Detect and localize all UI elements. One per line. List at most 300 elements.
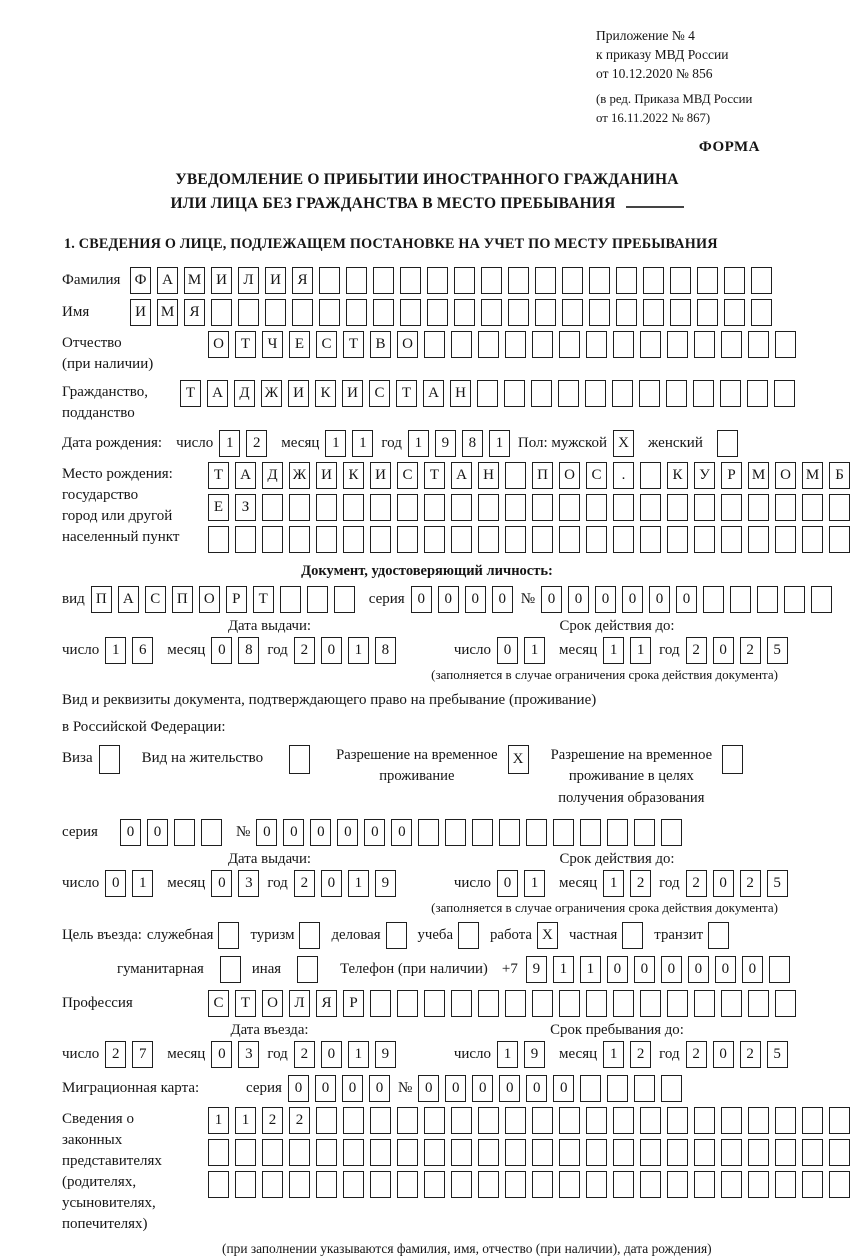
char-cell[interactable] xyxy=(532,1107,553,1134)
char-cell[interactable]: 0 xyxy=(595,586,616,613)
char-cell[interactable]: 0 xyxy=(742,956,763,983)
char-cell[interactable]: 1 xyxy=(408,430,429,457)
char-cell[interactable] xyxy=(586,990,607,1017)
char-cell[interactable] xyxy=(708,922,729,949)
char-cell[interactable]: О xyxy=(559,462,580,489)
char-cell[interactable]: П xyxy=(172,586,193,613)
char-cell[interactable]: 2 xyxy=(105,1041,126,1068)
char-cell[interactable] xyxy=(721,1171,742,1198)
char-cell[interactable]: 9 xyxy=(435,430,456,457)
char-cell[interactable] xyxy=(505,1107,526,1134)
char-cell[interactable] xyxy=(370,526,391,553)
char-cell[interactable] xyxy=(721,990,742,1017)
char-cell[interactable] xyxy=(666,380,687,407)
char-cell[interactable]: X xyxy=(537,922,558,949)
char-cell[interactable] xyxy=(694,1139,715,1166)
char-cell[interactable]: 9 xyxy=(375,870,396,897)
char-cell[interactable] xyxy=(775,526,796,553)
char-cell[interactable] xyxy=(775,1107,796,1134)
char-cell[interactable] xyxy=(613,526,634,553)
char-cell[interactable] xyxy=(697,267,718,294)
char-cell[interactable] xyxy=(289,1139,310,1166)
char-cell[interactable]: У xyxy=(694,462,715,489)
char-cell[interactable]: 0 xyxy=(438,586,459,613)
char-cell[interactable] xyxy=(481,267,502,294)
char-cell[interactable]: П xyxy=(532,462,553,489)
char-cell[interactable]: Я xyxy=(292,267,313,294)
char-cell[interactable] xyxy=(670,267,691,294)
char-cell[interactable] xyxy=(757,586,778,613)
char-cell[interactable] xyxy=(607,819,628,846)
char-cell[interactable] xyxy=(616,299,637,326)
char-cell[interactable]: 2 xyxy=(686,1041,707,1068)
char-cell[interactable] xyxy=(373,299,394,326)
char-cell[interactable]: 0 xyxy=(321,1041,342,1068)
char-cell[interactable] xyxy=(505,1171,526,1198)
char-cell[interactable]: 1 xyxy=(325,430,346,457)
char-cell[interactable]: Т xyxy=(235,990,256,1017)
char-cell[interactable]: 2 xyxy=(686,637,707,664)
char-cell[interactable]: 0 xyxy=(499,1075,520,1102)
char-cell[interactable]: М xyxy=(748,462,769,489)
char-cell[interactable] xyxy=(299,922,320,949)
char-cell[interactable]: С xyxy=(586,462,607,489)
char-cell[interactable]: 0 xyxy=(526,1075,547,1102)
char-cell[interactable]: 0 xyxy=(607,956,628,983)
char-cell[interactable] xyxy=(829,1171,850,1198)
char-cell[interactable]: 2 xyxy=(289,1107,310,1134)
char-cell[interactable] xyxy=(580,1075,601,1102)
char-cell[interactable] xyxy=(478,526,499,553)
char-cell[interactable]: 1 xyxy=(553,956,574,983)
char-cell[interactable]: 0 xyxy=(715,956,736,983)
char-cell[interactable] xyxy=(400,299,421,326)
char-cell[interactable] xyxy=(451,1107,472,1134)
char-cell[interactable] xyxy=(218,922,239,949)
char-cell[interactable]: Т xyxy=(424,462,445,489)
char-cell[interactable] xyxy=(558,380,579,407)
char-cell[interactable] xyxy=(427,267,448,294)
char-cell[interactable]: И xyxy=(316,462,337,489)
char-cell[interactable] xyxy=(661,1075,682,1102)
char-cell[interactable] xyxy=(748,494,769,521)
char-cell[interactable]: 0 xyxy=(497,870,518,897)
char-cell[interactable] xyxy=(454,299,475,326)
char-cell[interactable] xyxy=(535,299,556,326)
char-cell[interactable] xyxy=(580,819,601,846)
char-cell[interactable] xyxy=(775,1139,796,1166)
char-cell[interactable] xyxy=(559,1107,580,1134)
char-cell[interactable]: 8 xyxy=(375,637,396,664)
char-cell[interactable] xyxy=(208,526,229,553)
char-cell[interactable] xyxy=(774,380,795,407)
char-cell[interactable] xyxy=(508,299,529,326)
char-cell[interactable] xyxy=(478,494,499,521)
char-cell[interactable]: Н xyxy=(450,380,471,407)
char-cell[interactable]: Т xyxy=(253,586,274,613)
char-cell[interactable] xyxy=(694,526,715,553)
char-cell[interactable] xyxy=(721,526,742,553)
char-cell[interactable]: 1 xyxy=(132,870,153,897)
char-cell[interactable]: И xyxy=(211,267,232,294)
char-cell[interactable] xyxy=(802,1171,823,1198)
char-cell[interactable] xyxy=(775,990,796,1017)
char-cell[interactable]: А xyxy=(451,462,472,489)
char-cell[interactable]: 0 xyxy=(713,870,734,897)
char-cell[interactable]: 0 xyxy=(369,1075,390,1102)
char-cell[interactable] xyxy=(316,1171,337,1198)
char-cell[interactable]: 0 xyxy=(315,1075,336,1102)
char-cell[interactable] xyxy=(397,526,418,553)
char-cell[interactable]: 1 xyxy=(105,637,126,664)
char-cell[interactable] xyxy=(748,1171,769,1198)
char-cell[interactable]: О xyxy=(208,331,229,358)
char-cell[interactable]: 0 xyxy=(256,819,277,846)
char-cell[interactable] xyxy=(775,331,796,358)
char-cell[interactable]: 0 xyxy=(649,586,670,613)
char-cell[interactable]: Р xyxy=(721,462,742,489)
char-cell[interactable]: Т xyxy=(343,331,364,358)
char-cell[interactable]: М xyxy=(157,299,178,326)
char-cell[interactable] xyxy=(802,1139,823,1166)
char-cell[interactable] xyxy=(262,526,283,553)
char-cell[interactable]: И xyxy=(370,462,391,489)
char-cell[interactable] xyxy=(829,526,850,553)
char-cell[interactable] xyxy=(829,494,850,521)
char-cell[interactable]: 0 xyxy=(310,819,331,846)
char-cell[interactable]: 0 xyxy=(553,1075,574,1102)
char-cell[interactable] xyxy=(505,990,526,1017)
char-cell[interactable] xyxy=(235,526,256,553)
char-cell[interactable] xyxy=(717,430,738,457)
char-cell[interactable]: 0 xyxy=(147,819,168,846)
char-cell[interactable] xyxy=(613,331,634,358)
char-cell[interactable]: 0 xyxy=(411,586,432,613)
char-cell[interactable] xyxy=(667,331,688,358)
char-cell[interactable] xyxy=(586,1107,607,1134)
char-cell[interactable] xyxy=(316,1107,337,1134)
char-cell[interactable] xyxy=(504,380,525,407)
char-cell[interactable] xyxy=(640,1107,661,1134)
char-cell[interactable]: 2 xyxy=(686,870,707,897)
char-cell[interactable] xyxy=(748,1139,769,1166)
char-cell[interactable] xyxy=(640,526,661,553)
char-cell[interactable]: З xyxy=(235,494,256,521)
char-cell[interactable] xyxy=(553,819,574,846)
char-cell[interactable] xyxy=(370,1139,391,1166)
char-cell[interactable] xyxy=(532,1171,553,1198)
char-cell[interactable] xyxy=(640,462,661,489)
char-cell[interactable] xyxy=(829,1107,850,1134)
char-cell[interactable] xyxy=(694,1107,715,1134)
char-cell[interactable]: Т xyxy=(180,380,201,407)
char-cell[interactable] xyxy=(451,990,472,1017)
char-cell[interactable] xyxy=(532,990,553,1017)
char-cell[interactable]: 9 xyxy=(375,1041,396,1068)
char-cell[interactable]: М xyxy=(184,267,205,294)
char-cell[interactable] xyxy=(397,1107,418,1134)
char-cell[interactable] xyxy=(316,526,337,553)
char-cell[interactable] xyxy=(748,526,769,553)
char-cell[interactable] xyxy=(424,331,445,358)
char-cell[interactable] xyxy=(748,990,769,1017)
char-cell[interactable] xyxy=(811,586,832,613)
char-cell[interactable] xyxy=(613,1107,634,1134)
char-cell[interactable]: С xyxy=(397,462,418,489)
char-cell[interactable] xyxy=(397,1171,418,1198)
char-cell[interactable] xyxy=(634,819,655,846)
char-cell[interactable]: С xyxy=(316,331,337,358)
char-cell[interactable] xyxy=(208,1171,229,1198)
char-cell[interactable] xyxy=(613,990,634,1017)
char-cell[interactable] xyxy=(424,1171,445,1198)
char-cell[interactable] xyxy=(370,1107,391,1134)
char-cell[interactable]: 0 xyxy=(288,1075,309,1102)
char-cell[interactable] xyxy=(589,267,610,294)
char-cell[interactable]: 1 xyxy=(348,1041,369,1068)
char-cell[interactable]: 1 xyxy=(497,1041,518,1068)
char-cell[interactable]: X xyxy=(613,430,634,457)
char-cell[interactable] xyxy=(703,586,724,613)
char-cell[interactable] xyxy=(559,1171,580,1198)
char-cell[interactable] xyxy=(532,526,553,553)
char-cell[interactable]: Р xyxy=(226,586,247,613)
char-cell[interactable] xyxy=(208,1139,229,1166)
char-cell[interactable]: X xyxy=(508,745,529,774)
char-cell[interactable]: 0 xyxy=(391,819,412,846)
char-cell[interactable] xyxy=(784,586,805,613)
char-cell[interactable] xyxy=(262,1171,283,1198)
char-cell[interactable] xyxy=(721,331,742,358)
char-cell[interactable]: Е xyxy=(208,494,229,521)
char-cell[interactable]: 0 xyxy=(568,586,589,613)
char-cell[interactable] xyxy=(505,526,526,553)
char-cell[interactable] xyxy=(235,1171,256,1198)
char-cell[interactable] xyxy=(722,745,743,774)
char-cell[interactable] xyxy=(643,267,664,294)
char-cell[interactable]: И xyxy=(288,380,309,407)
char-cell[interactable]: 0 xyxy=(622,586,643,613)
char-cell[interactable]: О xyxy=(775,462,796,489)
char-cell[interactable]: 0 xyxy=(465,586,486,613)
char-cell[interactable]: 5 xyxy=(767,1041,788,1068)
char-cell[interactable]: 0 xyxy=(364,819,385,846)
char-cell[interactable] xyxy=(262,1139,283,1166)
char-cell[interactable] xyxy=(670,299,691,326)
char-cell[interactable] xyxy=(531,380,552,407)
char-cell[interactable] xyxy=(400,267,421,294)
char-cell[interactable] xyxy=(370,1171,391,1198)
char-cell[interactable]: Т xyxy=(396,380,417,407)
char-cell[interactable] xyxy=(424,526,445,553)
char-cell[interactable]: 0 xyxy=(445,1075,466,1102)
char-cell[interactable]: Ч xyxy=(262,331,283,358)
char-cell[interactable] xyxy=(346,299,367,326)
char-cell[interactable]: 0 xyxy=(337,819,358,846)
char-cell[interactable] xyxy=(478,331,499,358)
char-cell[interactable] xyxy=(505,462,526,489)
char-cell[interactable] xyxy=(454,267,475,294)
char-cell[interactable]: А xyxy=(118,586,139,613)
char-cell[interactable]: И xyxy=(342,380,363,407)
char-cell[interactable] xyxy=(508,267,529,294)
char-cell[interactable] xyxy=(481,299,502,326)
char-cell[interactable]: Р xyxy=(343,990,364,1017)
char-cell[interactable] xyxy=(829,1139,850,1166)
char-cell[interactable]: 0 xyxy=(472,1075,493,1102)
char-cell[interactable]: 2 xyxy=(740,870,761,897)
char-cell[interactable]: 6 xyxy=(132,637,153,664)
char-cell[interactable] xyxy=(445,819,466,846)
char-cell[interactable] xyxy=(667,990,688,1017)
char-cell[interactable]: 0 xyxy=(418,1075,439,1102)
char-cell[interactable]: С xyxy=(145,586,166,613)
char-cell[interactable] xyxy=(694,331,715,358)
char-cell[interactable] xyxy=(472,819,493,846)
char-cell[interactable] xyxy=(667,526,688,553)
char-cell[interactable]: 0 xyxy=(492,586,513,613)
char-cell[interactable] xyxy=(370,990,391,1017)
char-cell[interactable]: Б xyxy=(829,462,850,489)
char-cell[interactable]: 1 xyxy=(352,430,373,457)
char-cell[interactable] xyxy=(586,1139,607,1166)
char-cell[interactable]: Л xyxy=(238,267,259,294)
char-cell[interactable] xyxy=(748,331,769,358)
char-cell[interactable] xyxy=(802,526,823,553)
char-cell[interactable]: 1 xyxy=(580,956,601,983)
char-cell[interactable]: 0 xyxy=(541,586,562,613)
char-cell[interactable]: И xyxy=(130,299,151,326)
char-cell[interactable] xyxy=(238,299,259,326)
char-cell[interactable]: 0 xyxy=(497,637,518,664)
char-cell[interactable] xyxy=(505,331,526,358)
char-cell[interactable] xyxy=(397,1139,418,1166)
char-cell[interactable]: 0 xyxy=(688,956,709,983)
char-cell[interactable] xyxy=(667,1107,688,1134)
char-cell[interactable]: 5 xyxy=(767,637,788,664)
char-cell[interactable]: 0 xyxy=(321,870,342,897)
char-cell[interactable] xyxy=(640,990,661,1017)
char-cell[interactable]: Л xyxy=(289,990,310,1017)
char-cell[interactable]: К xyxy=(315,380,336,407)
char-cell[interactable] xyxy=(499,819,520,846)
char-cell[interactable]: Т xyxy=(208,462,229,489)
char-cell[interactable] xyxy=(661,819,682,846)
char-cell[interactable]: 3 xyxy=(238,1041,259,1068)
char-cell[interactable]: Д xyxy=(234,380,255,407)
char-cell[interactable] xyxy=(559,1139,580,1166)
char-cell[interactable] xyxy=(667,1171,688,1198)
char-cell[interactable] xyxy=(307,586,328,613)
char-cell[interactable]: Е xyxy=(289,331,310,358)
char-cell[interactable] xyxy=(616,267,637,294)
char-cell[interactable]: 1 xyxy=(524,637,545,664)
char-cell[interactable] xyxy=(343,494,364,521)
char-cell[interactable] xyxy=(802,1107,823,1134)
char-cell[interactable] xyxy=(730,586,751,613)
char-cell[interactable] xyxy=(346,267,367,294)
char-cell[interactable]: 0 xyxy=(211,1041,232,1068)
char-cell[interactable] xyxy=(720,380,741,407)
char-cell[interactable] xyxy=(424,494,445,521)
char-cell[interactable] xyxy=(667,494,688,521)
char-cell[interactable] xyxy=(640,1139,661,1166)
char-cell[interactable]: О xyxy=(397,331,418,358)
char-cell[interactable]: . xyxy=(613,462,634,489)
char-cell[interactable] xyxy=(99,745,120,774)
char-cell[interactable] xyxy=(607,1075,628,1102)
char-cell[interactable]: Я xyxy=(316,990,337,1017)
char-cell[interactable] xyxy=(586,1171,607,1198)
char-cell[interactable] xyxy=(586,494,607,521)
char-cell[interactable]: 1 xyxy=(348,637,369,664)
char-cell[interactable] xyxy=(693,380,714,407)
char-cell[interactable] xyxy=(769,956,790,983)
char-cell[interactable]: 2 xyxy=(740,637,761,664)
char-cell[interactable] xyxy=(559,494,580,521)
char-cell[interactable]: Д xyxy=(262,462,283,489)
char-cell[interactable]: 1 xyxy=(603,1041,624,1068)
char-cell[interactable]: С xyxy=(208,990,229,1017)
char-cell[interactable]: 8 xyxy=(462,430,483,457)
char-cell[interactable] xyxy=(532,1139,553,1166)
char-cell[interactable] xyxy=(201,819,222,846)
char-cell[interactable] xyxy=(775,494,796,521)
char-cell[interactable] xyxy=(667,1139,688,1166)
char-cell[interactable] xyxy=(535,267,556,294)
char-cell[interactable]: 0 xyxy=(211,870,232,897)
char-cell[interactable] xyxy=(289,494,310,521)
char-cell[interactable] xyxy=(451,331,472,358)
char-cell[interactable] xyxy=(280,586,301,613)
char-cell[interactable] xyxy=(289,526,310,553)
char-cell[interactable] xyxy=(613,1171,634,1198)
char-cell[interactable] xyxy=(559,526,580,553)
char-cell[interactable]: 0 xyxy=(676,586,697,613)
char-cell[interactable] xyxy=(265,299,286,326)
char-cell[interactable] xyxy=(289,745,310,774)
char-cell[interactable] xyxy=(477,380,498,407)
char-cell[interactable]: 1 xyxy=(524,870,545,897)
char-cell[interactable] xyxy=(316,494,337,521)
char-cell[interactable]: О xyxy=(262,990,283,1017)
char-cell[interactable] xyxy=(559,331,580,358)
char-cell[interactable] xyxy=(747,380,768,407)
char-cell[interactable] xyxy=(319,299,340,326)
char-cell[interactable] xyxy=(721,494,742,521)
char-cell[interactable] xyxy=(316,1139,337,1166)
char-cell[interactable]: 1 xyxy=(603,637,624,664)
char-cell[interactable] xyxy=(478,1171,499,1198)
char-cell[interactable]: 0 xyxy=(321,637,342,664)
char-cell[interactable] xyxy=(613,1139,634,1166)
char-cell[interactable] xyxy=(343,1171,364,1198)
char-cell[interactable] xyxy=(262,494,283,521)
char-cell[interactable] xyxy=(562,267,583,294)
char-cell[interactable] xyxy=(613,494,634,521)
char-cell[interactable]: 1 xyxy=(489,430,510,457)
char-cell[interactable]: 1 xyxy=(630,637,651,664)
char-cell[interactable]: А xyxy=(157,267,178,294)
char-cell[interactable]: А xyxy=(423,380,444,407)
char-cell[interactable]: 7 xyxy=(132,1041,153,1068)
char-cell[interactable] xyxy=(562,299,583,326)
char-cell[interactable]: 0 xyxy=(211,637,232,664)
char-cell[interactable]: 5 xyxy=(767,870,788,897)
char-cell[interactable] xyxy=(451,494,472,521)
char-cell[interactable]: В xyxy=(370,331,391,358)
char-cell[interactable] xyxy=(586,526,607,553)
